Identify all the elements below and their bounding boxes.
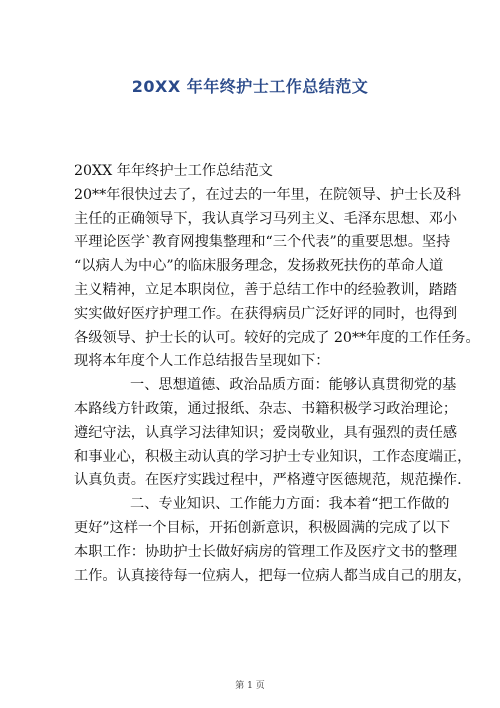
body-line: 现将本年度个人工作总结报告呈现如下： <box>74 353 330 370</box>
document-body <box>74 160 480 588</box>
body-line: 本职工作：协助护士长做好病房的管理工作及医疗文书的整理 <box>74 543 458 560</box>
body-line: 认真负责。在医疗实践过程中，严格遵守医德规范，规范操作. <box>74 472 462 489</box>
body-line: 20**年很快过去了，在过去的一年里，在院领导、护士长及科 <box>74 186 461 203</box>
body-line: 遵纪守法，认真学习法律知识；爱岗敬业，具有强烈的责任感 <box>74 424 458 441</box>
page-number: 第 1 页 <box>235 681 265 691</box>
body-line: 平理论医学`教育网搜集整理和“三个代表”的重要思想。坚持 <box>74 234 451 251</box>
body-line: 二、专业知识、工作能力方面：我本着“把工作做的 <box>130 496 450 513</box>
body-line: 实实做好医疗护理工作。在获得病员广泛好评的同时，也得到 <box>74 305 458 322</box>
body-line: 主义精神，立足本职岗位，善于总结工作中的经验教训，踏踏 <box>74 281 458 298</box>
body-line: 更好”这样一个目标，开拓创新意识，积极圆满的完成了以下 <box>74 519 451 536</box>
body-line: “以病人为中心”的临床服务理念，发扬救死扶伤的革命人道 <box>74 258 444 275</box>
body-line: 20XX 年年终护士工作总结范文 <box>74 163 273 179</box>
body-line: 主任的正确领导下，我认真学习马列主义、毛泽东思想、邓小 <box>74 210 458 227</box>
body-line: 一、思想道德、政治品质方面：能够认真贯彻党的基 <box>130 377 457 394</box>
document-title: 20XX 年年终护士工作总结范文 <box>131 77 369 96</box>
body-line: 和事业心，积极主动认真的学习护士专业知识，工作态度端正， <box>74 448 472 465</box>
body-line: 各级领导、护士长的认可。较好的完成了 20**年度的工作任务。 <box>74 329 480 346</box>
body-line: 工作。认真接待每一位病人，把每一位病人都当成自己的朋友， <box>74 567 472 584</box>
body-line: 本路线方针政策，通过报纸、杂志、书籍积极学习政治理论； <box>74 400 458 417</box>
